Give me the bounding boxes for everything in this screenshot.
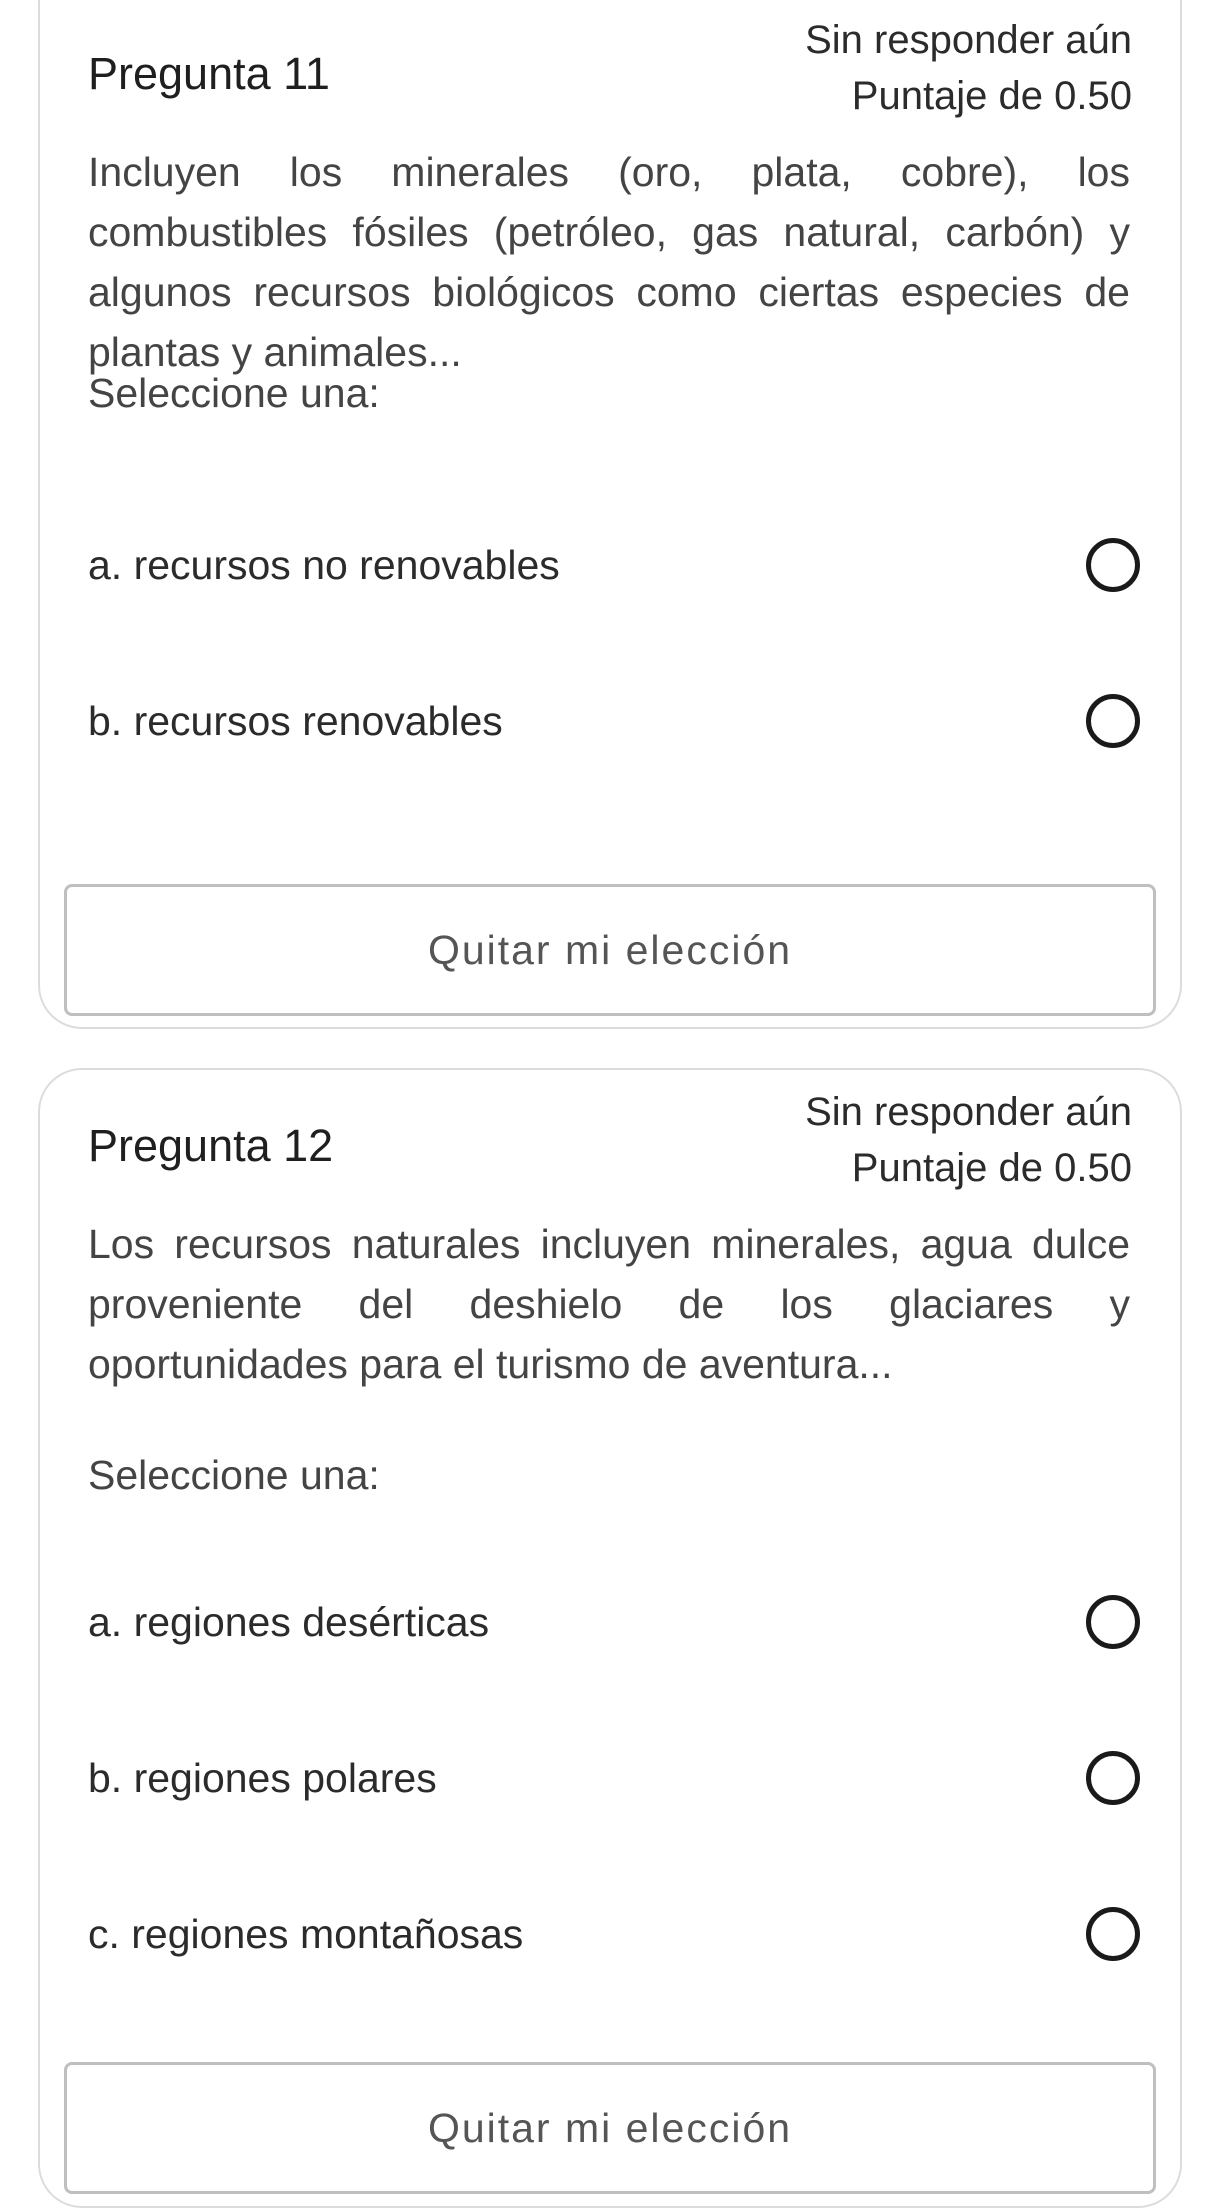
radio-button[interactable] [1086, 538, 1140, 592]
question-status [805, 12, 1132, 124]
option-label: a. regiones desérticas [88, 1598, 490, 1645]
option-a[interactable] [88, 520, 1140, 610]
option-label: c. regiones montañosas [88, 1910, 524, 1957]
option-b[interactable] [88, 676, 1140, 766]
option-label: b. regiones polares [88, 1754, 437, 1801]
question-card-11 [38, 0, 1182, 1029]
radio-button[interactable] [1086, 694, 1140, 748]
option-label: a. recursos no renovables [88, 541, 560, 588]
question-text: Incluyen los minerales (oro, plata, cobre), los combustibles fósiles (petróleo, gas natural, carbón) y algunos recursos biológicos como ciertas especies de plantas y animales... [88, 149, 1130, 375]
option-c[interactable] [88, 1889, 1140, 1979]
answer-status: Sin responder aún [805, 1090, 1132, 1134]
question-title: Pregunta 11 [88, 48, 330, 99]
clear-choice-button[interactable]: Quitar mi elección [64, 884, 1156, 1016]
question-text: Los recursos naturales incluyen minerales, agua dulce proveniente del deshielo de los glaciares y oportunidades para el turismo de aventura... [88, 1221, 1130, 1387]
answer-status: Sin responder aún [805, 18, 1132, 62]
radio-button[interactable] [1086, 1595, 1140, 1649]
question-score: Puntaje de 0.50 [851, 74, 1132, 118]
clear-choice-button[interactable]: Quitar mi elección [64, 2062, 1156, 2194]
option-a[interactable] [88, 1577, 1140, 1667]
radio-button[interactable] [1086, 1751, 1140, 1805]
option-label: b. recursos renovables [88, 697, 503, 744]
question-status [805, 1084, 1132, 1196]
select-prompt: Seleccione una: [88, 1452, 380, 1498]
radio-button[interactable] [1086, 1907, 1140, 1961]
option-b[interactable] [88, 1733, 1140, 1823]
question-score: Puntaje de 0.50 [851, 1146, 1132, 1190]
select-prompt: Seleccione una: [88, 370, 380, 416]
question-card-12 [38, 1068, 1182, 2208]
question-title: Pregunta 12 [88, 1120, 334, 1171]
